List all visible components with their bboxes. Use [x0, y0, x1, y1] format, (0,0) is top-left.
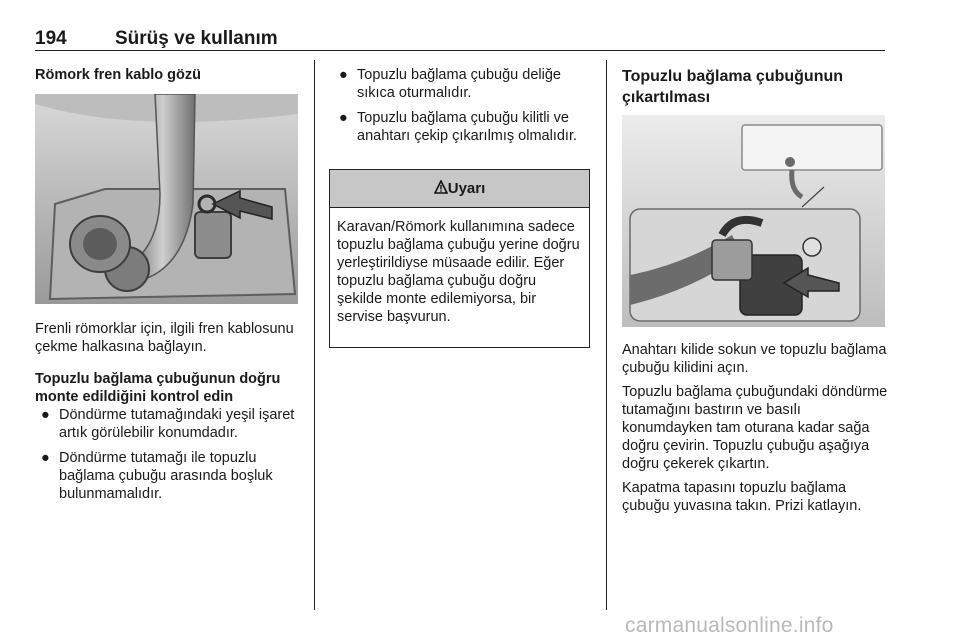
removal-heading: Topuzlu bağlama çubuğunun çıkartılması	[622, 68, 844, 106]
warning-title: Uyarı	[447, 180, 486, 197]
list-item: ● Döndürme tutamağı ile topuzlu bağlama çubuğu arasında boşluk bulunmamalıdır.	[41, 450, 273, 502]
brake-cable-eye-illustration	[35, 94, 298, 304]
paragraph: Anahtarı kilide sokun ve topuzlu bağlama çubuğu kilidini açın.	[622, 342, 887, 376]
list-item: ● Topuzlu bağlama çubuğu deliğe sıkıca oturmalıdır.	[339, 67, 561, 101]
ball-bar-removal-illustration	[622, 115, 885, 327]
paragraph: Kapatma tapasını topuzlu bağlama çubuğu yuvasına takın. Prizi katlayın.	[622, 480, 862, 514]
page-number: 194	[35, 28, 67, 49]
page-header	[35, 28, 885, 50]
section-title: Sürüş ve kullanım	[115, 28, 278, 49]
list-item: ● Topuzlu bağlama çubuğu kilitli ve anahtarı çekip çıkarılmış olmalıdır.	[339, 110, 577, 144]
list-item: ● Döndürme tutamağındaki yeşil işaret artık görülebilir konumdadır.	[41, 407, 295, 441]
warning-text: Karavan/Römork kullanımına sadece topuzlu bağlama çubuğu yerine doğru yerleştirildiyse müsaade edilir. Eğer topuzlu bağlama çubuğu doğru şekilde monte edilemiyorsa, bir servise başvurun.	[337, 219, 580, 325]
column-1-text	[35, 320, 305, 503]
warning-header	[330, 170, 589, 208]
warning-box	[329, 169, 590, 348]
column-1	[35, 66, 300, 84]
paragraph: Topuzlu bağlama çubuğundaki döndürme tutamağını bastırın ve basılı konumdayken tam oturana kadar sağa doğru çevirin. Topuzlu çubuğu aşağıya doğru çekerek çıkartın.	[622, 384, 888, 472]
column-3	[622, 66, 887, 108]
column-3-text	[622, 341, 890, 515]
column-divider-1	[314, 60, 315, 610]
check-mounting-heading: Topuzlu bağlama çubuğunun doğru monte edildiğini kontrol edin	[35, 371, 281, 405]
brake-cable-instruction: Frenli römorklar için, ilgili fren kablosunu çekme halkasına bağlayın.	[35, 321, 294, 355]
column-2	[333, 66, 595, 145]
watermark: carmanualsonline.info	[625, 614, 834, 637]
column-divider-2	[606, 60, 607, 610]
brake-cable-eye-heading: Römork fren kablo gözü	[35, 67, 201, 83]
check-list	[35, 406, 305, 503]
header-rule	[35, 50, 885, 51]
check-list-continued	[333, 66, 595, 145]
warning-triangle-icon	[434, 180, 448, 194]
